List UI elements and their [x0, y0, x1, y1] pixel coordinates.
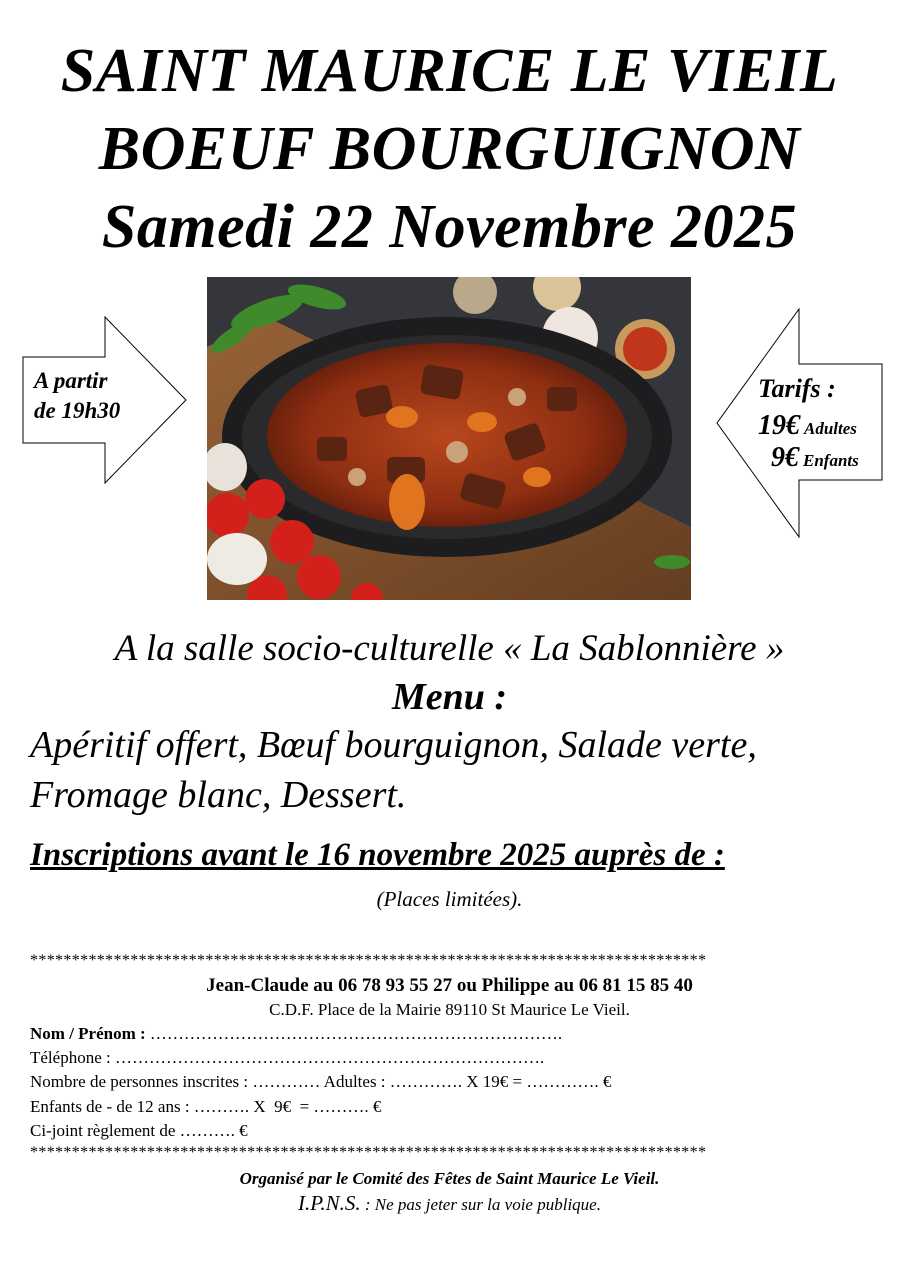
child-price: 9€	[771, 442, 799, 473]
separator-bottom: *********************************************************************************	[30, 1145, 707, 1161]
title-date: Samedi 22 Novembre 2025	[101, 193, 798, 261]
limited-places-note: (Places limitées).	[376, 887, 523, 911]
form-name-line	[30, 1025, 562, 1042]
start-time-value: de 19h30	[34, 398, 121, 423]
registration-deadline: Inscriptions avant le 16 novembre 2025 auprès de :	[30, 837, 725, 873]
boeuf-bourguignon-photo	[207, 277, 691, 600]
separator-top: *********************************************************************************	[30, 953, 707, 969]
form-payment-line: Ci-joint règlement de ………. €	[30, 1121, 248, 1140]
adult-price-row	[758, 410, 857, 442]
title-village: SAINT MAURICE LE VIEIL	[60, 37, 839, 105]
menu-heading: Menu :	[391, 676, 508, 718]
menu-line-1: Apéritif offert, Bœuf bourguignon, Salade verte,	[30, 724, 757, 766]
child-label: Enfants	[803, 451, 859, 470]
dish-illustration	[207, 277, 691, 600]
ipns-line	[0, 1193, 899, 1214]
menu-line-2: Fromage blanc, Dessert.	[30, 774, 407, 816]
child-price-row	[771, 442, 859, 474]
form-people-line: Nombre de personnes inscrites : ………… Adultes : …………. X 19€ = …………. €	[30, 1072, 612, 1091]
organizer-text: Organisé par le Comité des Fêtes de Saint Maurice Le Vieil.	[239, 1169, 660, 1188]
form-children-line: Enfants de - de 12 ans : ………. X 9€ = ………. €	[30, 1097, 382, 1116]
form-phone-line: Téléphone : ………………………………………………………………….	[30, 1048, 545, 1067]
title-dish: BOEUF BOURGUIGNON	[98, 115, 801, 183]
ipns-notice: : Ne pas jeter sur la voie publique.	[360, 1195, 601, 1214]
start-time-arrow	[22, 316, 188, 484]
ipns-label: I.P.N.S.	[298, 1191, 361, 1215]
adult-label: Adultes	[804, 419, 857, 438]
contact-phones: Jean-Claude au 06 78 93 55 27 ou Philippe au 06 81 15 85 40	[206, 975, 693, 996]
adult-price: 19€	[758, 410, 800, 441]
venue-text: A la salle socio-culturelle « La Sablonnière »	[114, 628, 785, 669]
start-time-label: A partir	[34, 368, 108, 393]
form-name-label: Nom / Prénom :	[30, 1024, 146, 1043]
form-name-dots: ……………………………………………………………….	[145, 1024, 563, 1043]
prices-title: Tarifs :	[758, 374, 836, 403]
contact-address: C.D.F. Place de la Mairie 89110 St Maurice Le Vieil.	[269, 1000, 630, 1019]
prices-arrow	[716, 308, 883, 538]
